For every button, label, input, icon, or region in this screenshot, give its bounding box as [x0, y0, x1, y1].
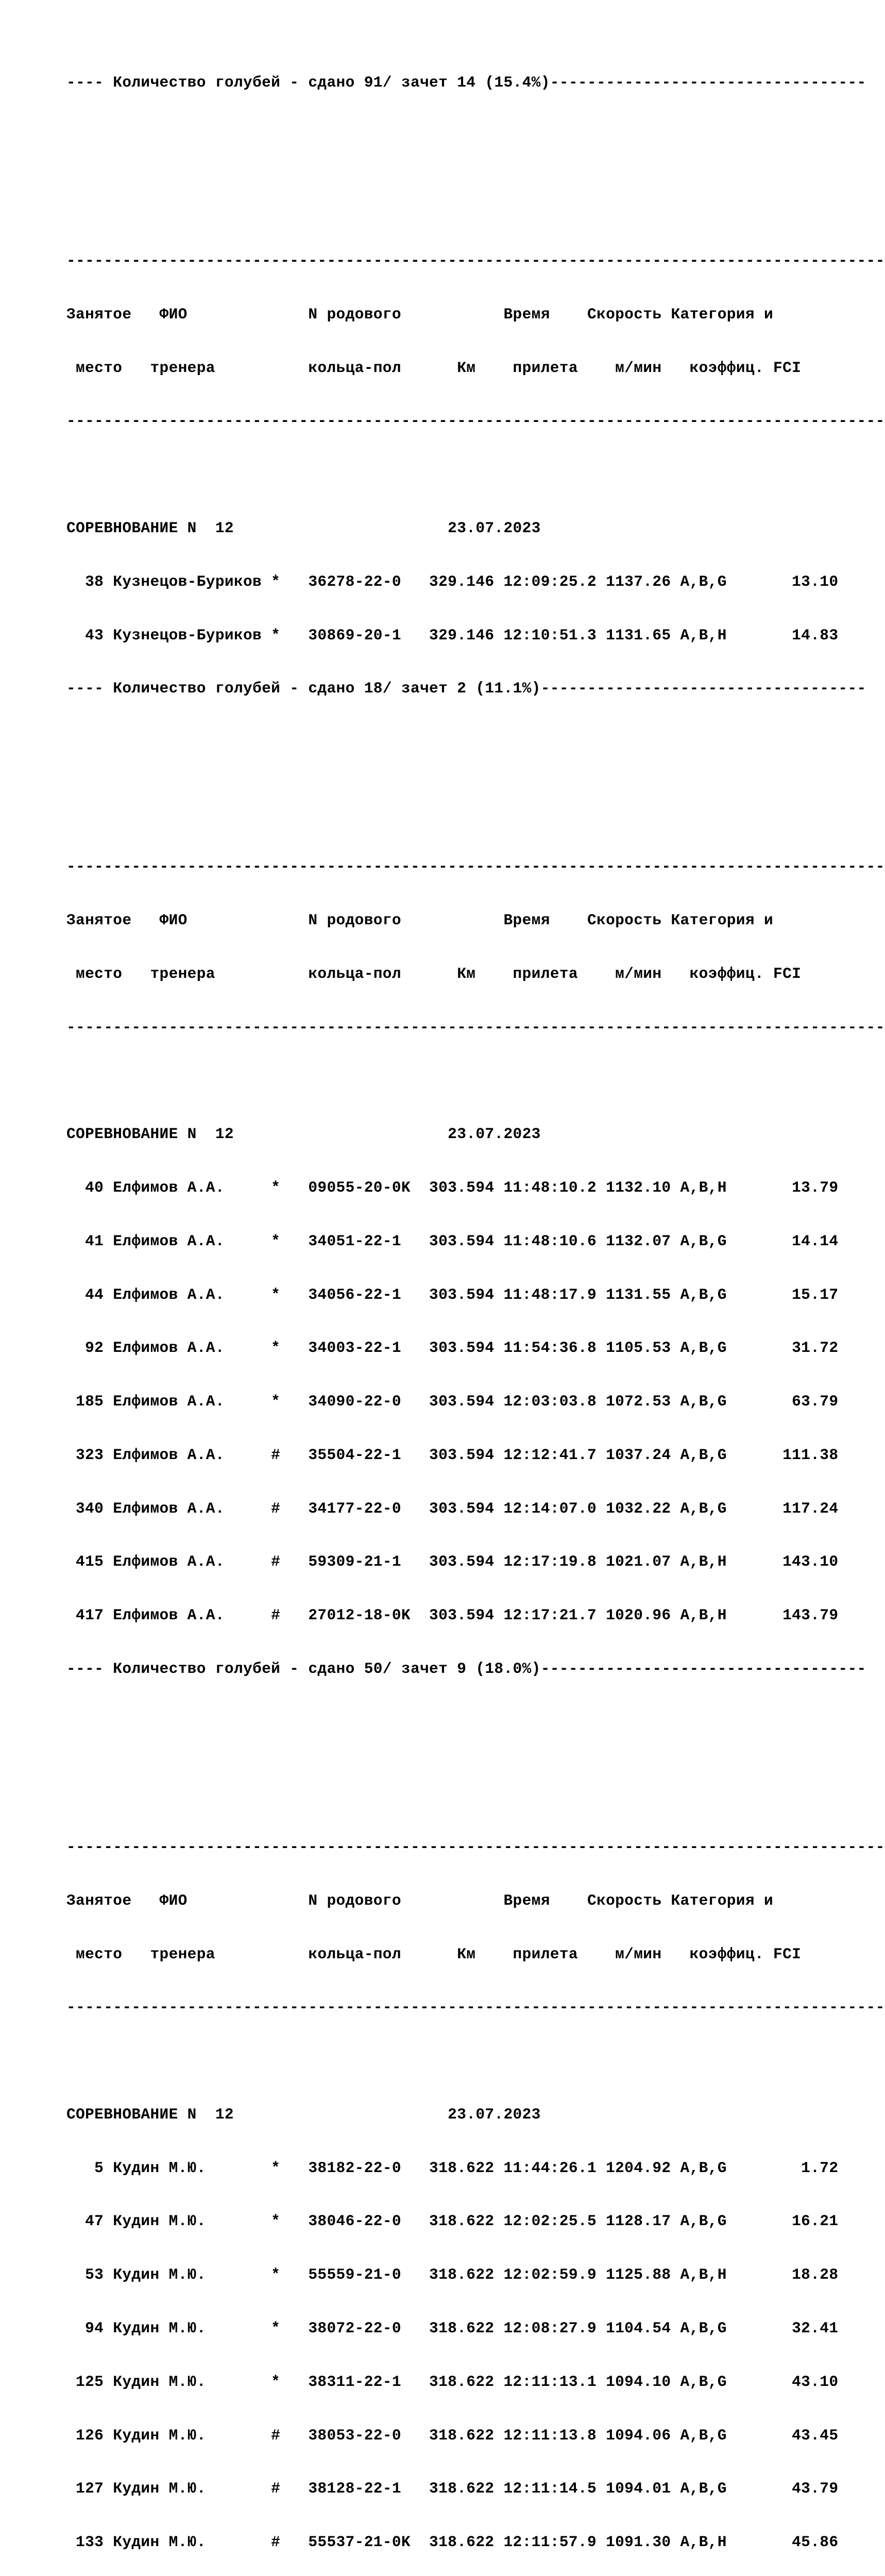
header-row-1: Занятое ФИО N родового Время Скорость Категория и — [66, 1891, 774, 1909]
result-row: 44 Елфимов А.А. * 34056-22-1 303.594 11:48:17.9 1131.55 A,B,G 15.17 — [66, 1285, 839, 1303]
blank-line — [66, 2052, 885, 2070]
result-row: 323 Елфимов А.А. # 35504-22-1 303.594 12:12:41.7 1037.24 A,B,G 111.38 — [66, 1446, 839, 1464]
blank-line — [66, 466, 885, 484]
blank-line — [66, 1767, 885, 1785]
header-row-2: место тренера кольца-пол Км прилета м/мин коэффиц. FCI — [66, 964, 802, 982]
result-row: 185 Елфимов А.А. * 34090-22-0 303.594 12:03:03.8 1072.53 A,B,G 63.79 — [66, 1393, 839, 1411]
header-row-2: место тренера кольца-пол Км прилета м/мин коэффиц. FCI — [66, 1945, 802, 1963]
summary-line: ---- Количество голубей - сдано 50/ зачет 9 (18.0%)----------------------------------- — [66, 1660, 866, 1678]
result-row: 41 Елфимов А.А. * 34051-22-1 303.594 11:48:10.6 1132.07 A,B,G 14.14 — [66, 1232, 839, 1250]
blank-line — [66, 733, 885, 751]
competition-line: СОРЕВНОВАНИЕ N 12 23.07.2023 — [66, 519, 541, 537]
result-row: 415 Елфимов А.А. # 59309-21-1 303.594 12:17:19.8 1021.07 A,B,H 143.10 — [66, 1553, 839, 1571]
competition-line: СОРЕВНОВАНИЕ N 12 23.07.2023 — [66, 2105, 541, 2123]
result-row: 125 Кудин М.Ю. * 38311-22-1 318.622 12:11:13.1 1094.10 A,B,G 43.10 — [66, 2372, 839, 2391]
summary-line: ---- Количество голубей - сдано 91/ зачет 14 (15.4%)---------------------------------- — [66, 74, 866, 92]
header-row-2: место тренера кольца-пол Км прилета м/мин коэффиц. FCI — [66, 359, 802, 377]
header-rule: ---------------------------------------------------------------------------------------- — [66, 858, 885, 876]
blank-line — [66, 787, 885, 805]
competition-line: СОРЕВНОВАНИЕ N 12 23.07.2023 — [66, 1125, 541, 1143]
header-row-1: Занятое ФИО N родового Время Скорость Категория и — [66, 911, 774, 929]
result-row: 127 Кудин М.Ю. # 38128-22-1 318.622 12:11:14.5 1094.01 A,B,G 43.79 — [66, 2480, 839, 2498]
summary-line: ---- Количество голубей - сдано 18/ зачет 2 (11.1%)----------------------------------- — [66, 680, 866, 698]
results-printout — [66, 38, 885, 2576]
header-rule: ---------------------------------------------------------------------------------------- — [66, 1998, 885, 2016]
result-row: 43 Кузнецов-Буриков * 30869-20-1 329.146 12:10:51.3 1131.65 A,B,H 14.83 — [66, 626, 839, 644]
result-row: 5 Кудин М.Ю. * 38182-22-0 318.622 11:44:26.1 1204.92 A,B,G 1.72 — [66, 2159, 839, 2177]
blank-line — [66, 127, 885, 145]
result-row: 133 Кудин М.Ю. # 55537-21-0K 318.622 12:11:57.9 1091.30 A,B,H 45.86 — [66, 2533, 839, 2551]
result-row: 417 Елфимов А.А. # 27012-18-0K 303.594 12:17:21.7 1020.96 A,B,H 143.79 — [66, 1606, 839, 1624]
result-row: 40 Елфимов А.А. * 09055-20-0K 303.594 11:48:10.2 1132.10 A,B,H 13.79 — [66, 1179, 839, 1196]
blank-line — [66, 1072, 885, 1090]
result-row: 126 Кудин М.Ю. # 38053-22-0 318.622 12:11:13.8 1094.06 A,B,G 43.45 — [66, 2426, 839, 2444]
header-rule: ---------------------------------------------------------------------------------------- — [66, 1018, 885, 1036]
result-row: 340 Елфимов А.А. # 34177-22-0 303.594 12:14:07.0 1032.22 A,B,G 117.24 — [66, 1499, 839, 1517]
header-rule: ---------------------------------------------------------------------------------------- — [66, 252, 885, 270]
blank-line — [66, 1714, 885, 1732]
result-row: 94 Кудин М.Ю. * 38072-22-0 318.622 12:08:27.9 1104.54 A,B,G 32.41 — [66, 2319, 839, 2337]
header-row-1: Занятое ФИО N родового Время Скорость Категория и — [66, 305, 774, 323]
result-row: 38 Кузнецов-Буриков * 36278-22-0 329.146 12:09:25.2 1137.26 A,B,G 13.10 — [66, 572, 839, 590]
result-row: 53 Кудин М.Ю. * 55559-21-0 318.622 12:02:59.9 1125.88 A,B,H 18.28 — [66, 2266, 839, 2284]
header-rule: ---------------------------------------------------------------------------------------- — [66, 412, 885, 430]
result-row: 47 Кудин М.Ю. * 38046-22-0 318.622 12:02:25.5 1128.17 A,B,G 16.21 — [66, 2212, 839, 2230]
header-rule: ---------------------------------------------------------------------------------------- — [66, 1838, 885, 1856]
blank-line — [66, 181, 885, 199]
result-row: 92 Елфимов А.А. * 34003-22-1 303.594 11:54:36.8 1105.53 A,B,G 31.72 — [66, 1339, 839, 1357]
